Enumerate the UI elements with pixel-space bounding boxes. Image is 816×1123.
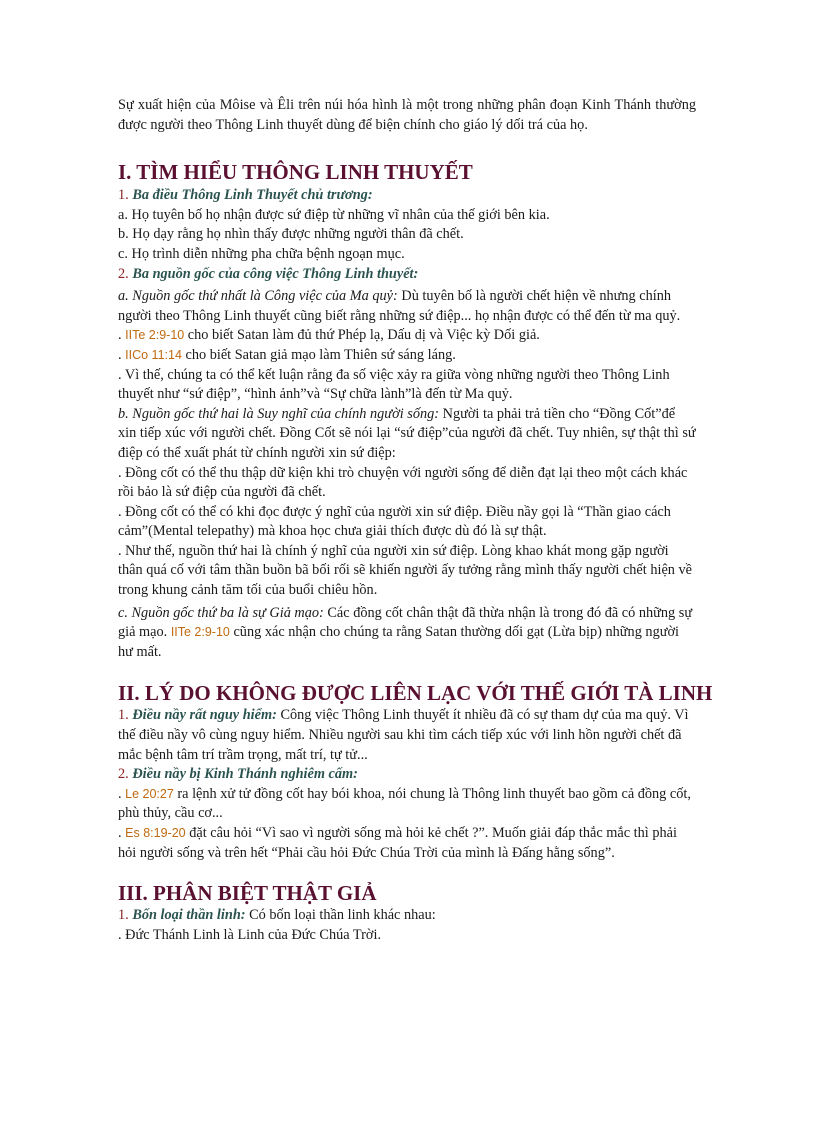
reference-text: cho biết Satan giả mạo làm Thiên sứ sáng láng. [181, 346, 456, 363]
origin-b-paragraph [118, 405, 696, 464]
scripture-reference: IITe 2:9-10 [170, 625, 230, 640]
origin-b-point: . Đồng cốt có thể thu thập dữ kiện khi trò chuyện với người sống để diễn đạt lại theo một cách khác rồi bảo là sứ điệp của người đã chết. [118, 464, 688, 501]
origin-b-point: . Như thế, nguồn thứ hai là chính ý nghĩ của người xin sứ điệp. Lòng khao khát mong gặp người thân quá cố với tâm thần buồn bã bối rối sẽ khiến người ấy tưởng rằng mình thấy người chết hiện về trong khung cảnh tăm tối của buổi chiêu hồn. [118, 542, 693, 599]
scripture-reference: IICo 11:14 [125, 347, 182, 362]
list-item: b. Họ dạy rằng họ nhìn thấy được những người thân đã chết. [118, 226, 464, 243]
scripture-reference: Es 8:19-20 [125, 826, 186, 840]
intro-paragraph: Sự xuất hiện của Môise và Êli trên núi hóa hình là một trong những phân đoạn Kinh Thánh thường được người theo Thông Linh thuyết dùng để biện chính cho giáo lý dối trá của họ. [118, 97, 696, 133]
subheading-title: Bốn loại thần linh: [132, 907, 246, 924]
subheading-number: 2. [118, 766, 129, 783]
reference-line [118, 326, 696, 346]
reference-line [118, 346, 696, 366]
subheading-number: 2. [118, 265, 129, 282]
reference-line [118, 785, 696, 824]
origin-c-paragraph [118, 604, 696, 663]
section-heading-1: I. TÌM HIỂU THÔNG LINH THUYẾT [118, 160, 473, 185]
subheading-number: 1. [118, 907, 129, 924]
list-item: . Đức Thánh Linh là Linh của Đức Chúa Trời. [118, 926, 382, 943]
section-heading-3: III. PHÂN BIỆT THẬT GIẢ [118, 881, 377, 906]
subheading-text: Có bốn loại thần linh khác nhau: [245, 907, 436, 924]
origin-b-text: Người ta phải trả tiền cho “Đồng Cốt”để xin tiếp xúc với người chết. Đồng Cốt sẽ nói lại “sứ điệp”của người đã chết. Tuy nhiên, sự thật thì sứ điệp có thể xuất phát từ chính người xin sứ điệp: [118, 405, 696, 461]
subheading-2-1 [118, 706, 696, 765]
origin-a-paragraph [118, 287, 696, 326]
reference-text: đặt câu hỏi “Vì sao vì người sống mà hỏi kẻ chết ?”. Muốn giải đáp thắc mắc thì phải hỏi người sống và trên hết “Phải cầu hỏi Đức Chúa Trời của mình là Đấng hằng sống”. [118, 825, 677, 861]
origin-a-label: a. Nguồn gốc thứ nhất là Công việc của Ma quỷ: [118, 288, 398, 305]
subheading-title: Điều nầy bị Kinh Thánh nghiêm cấm: [132, 766, 358, 783]
list-item: c. Họ trình diễn những pha chữa bệnh ngoạn mục. [118, 245, 405, 262]
scripture-reference: Le 20:27 [125, 786, 174, 801]
subheading-number: 1. [118, 707, 129, 724]
subheading-text: Công việc Thông Linh thuyết ít nhiều đã có sự tham dự của ma quỷ. Vì thế điều nầy vô cùng nguy hiểm. Nhiều người sau khi tìm cách tiếp xúc với linh hồn người chết đã mắc bệnh tâm trí trầm trọng, mất trí, tự tử... [118, 707, 689, 763]
origin-c-label: c. Nguồn gốc thứ ba là sự Giả mạo: [118, 604, 324, 621]
bullet: . [118, 346, 126, 363]
scripture-reference: IITe 2:9-10 [125, 328, 185, 343]
bullet: . [118, 825, 126, 841]
document-page [118, 96, 713, 945]
list-item: a. Họ tuyên bố họ nhận được sứ điệp từ những vĩ nhân của thế giới bên kia. [118, 206, 550, 223]
subheading-title: Điều nầy rất nguy hiểm: [132, 707, 277, 724]
subheading-title: Ba điều Thông Linh Thuyết chủ trương: [132, 187, 373, 204]
subheading-2-2 [118, 765, 696, 785]
section-heading-2: II. LÝ DO KHÔNG ĐƯỢC LIÊN LẠC VỚI THẾ GIỚI TÀ LINH [118, 681, 713, 706]
origin-a-text: Dù tuyên bố là người chết hiện về nhưng chính người theo Thông Linh thuyết cũng biết rằng những sứ điệp... họ nhận được có thể đến từ ma quỷ. [118, 288, 681, 324]
origin-c-text: Các đồng cốt chân thật đã thừa nhận là trong đó đã có những sự giả mạo. [118, 604, 693, 641]
bullet: . [118, 785, 126, 802]
reference-line [118, 824, 696, 863]
subheading-3-1 [118, 906, 696, 926]
subheading-number: 1. [118, 187, 129, 204]
origin-c-text-2: cũng xác nhận cho chúng ta rằng Satan thường dối gạt (Lừa bịp) những người hư mất. [118, 624, 679, 660]
conclusion-paragraph: . Vì thế, chúng ta có thể kết luận rằng đa số việc xảy ra giữa vòng những người theo Thông Linh thuyết như “sứ điệp”, “hình ảnh”và “Sự chữa lành”là đến từ Ma quỷ. [118, 366, 670, 403]
subheading-1-2 [118, 265, 696, 285]
bullet: . [118, 327, 126, 344]
origin-b-label: b. Nguồn gốc thứ hai là Suy nghĩ của chính người sống: [118, 405, 440, 422]
subheading-title: Ba nguồn gốc của công việc Thông Linh thuyết: [132, 265, 419, 282]
reference-text: ra lệnh xử tử đồng cốt hay bói khoa, nói chung là Thông linh thuyết bao gồm cả đồng cốt, phù thủy, cầu cơ... [118, 785, 691, 822]
origin-b-point: . Đồng cốt có thể có khi đọc được ý nghĩ của người xin sứ điệp. Điều nầy gọi là “Thần giao cách cảm”(Mental telepathy) mà khoa học chưa giải thích được dù đó là sự thật. [118, 503, 671, 540]
subheading-1-1 [118, 186, 696, 206]
reference-text: cho biết Satan làm đủ thứ Phép lạ, Dấu dị và Việc kỳ Dối giả. [184, 327, 540, 344]
